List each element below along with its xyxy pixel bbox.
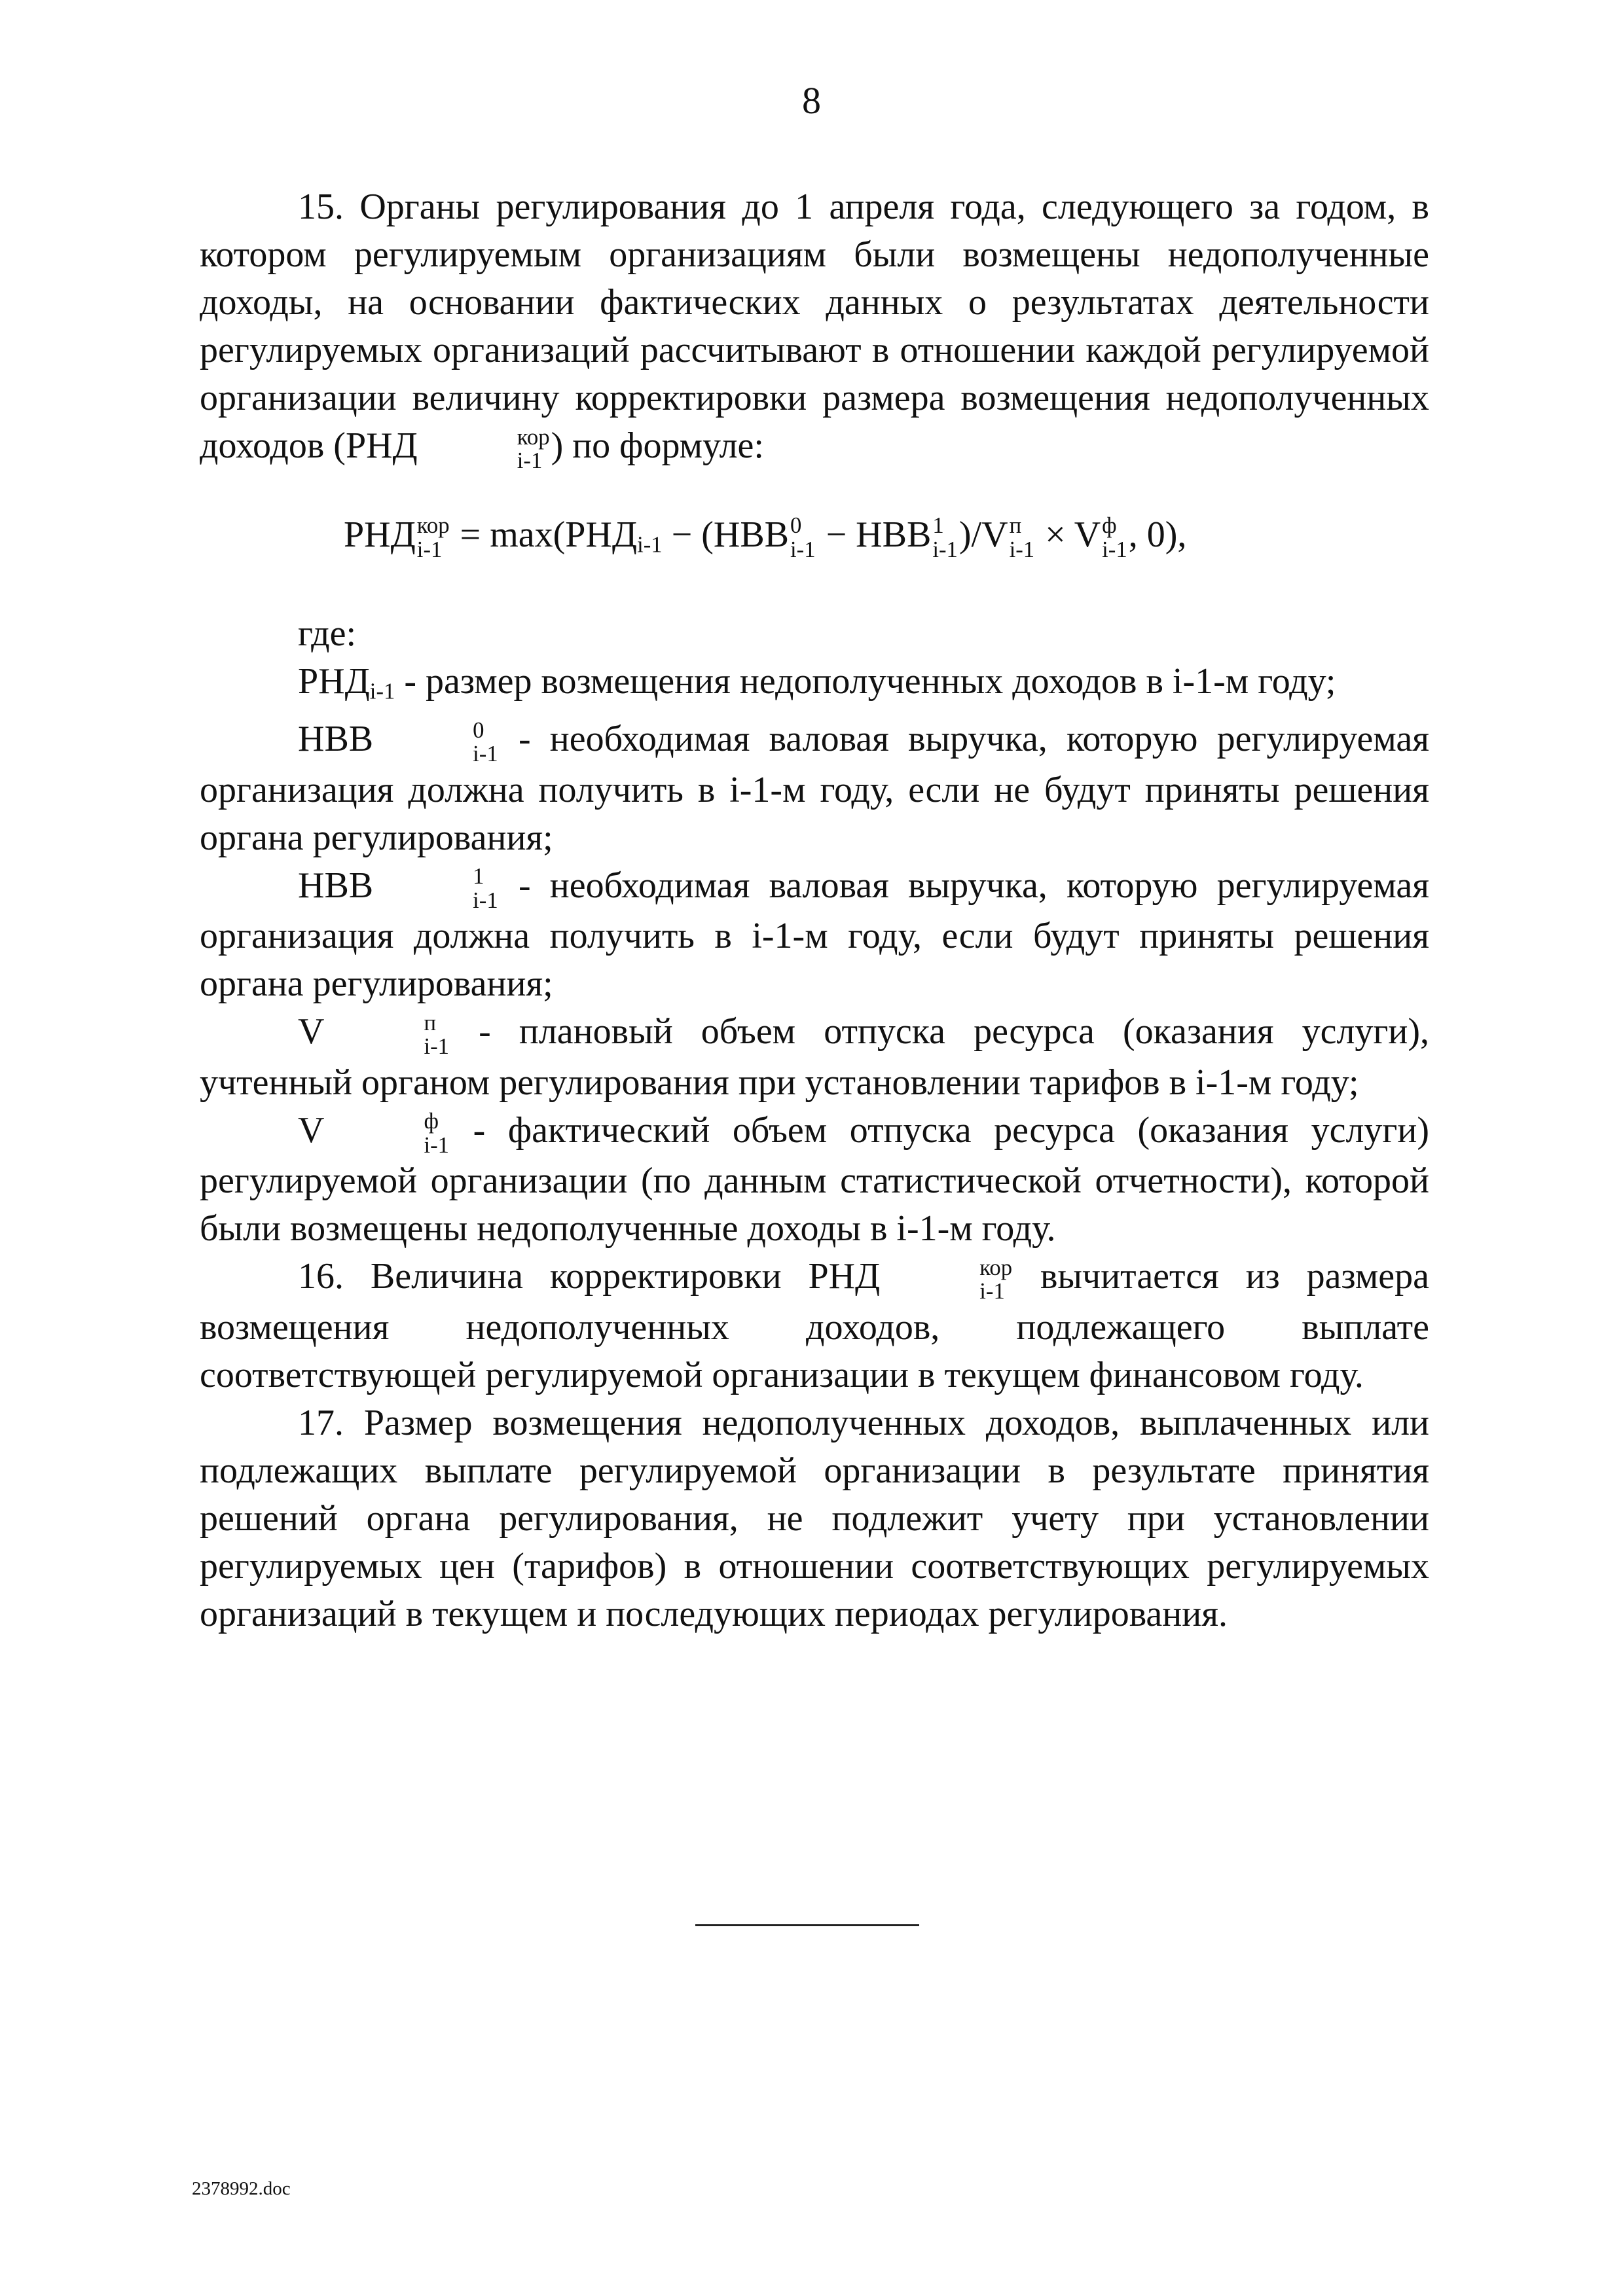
superscript: 0 [473, 717, 484, 743]
formula-term-4: × V [1036, 514, 1101, 555]
definition-text: - необходимая валовая выручка, которую регулируемая организация должна получить в i-1-м году, если будут приняты решения органа регулирования; [200, 865, 1429, 1005]
definition-index [374, 719, 498, 766]
subscript: i-1 [473, 887, 498, 913]
definition-subscript: i-1 [369, 678, 395, 704]
formula-term-2: − НВВ [816, 514, 932, 555]
paragraph-16-end: вычитается из размера возмещения недополученных доходов, подлежащего выплате соответствующей регулируемой организации в текущем финансовом году. [200, 1256, 1429, 1395]
document-body [200, 183, 1429, 1638]
subscript: i-1 [790, 536, 816, 562]
superscript: 1 [473, 863, 484, 889]
definition-symbol: НВВ [298, 865, 374, 906]
definition-text: - фактический объем отпуска ресурса (оказания услуги) регулируемой организации (по данным статистической отчетности), которой были возмещены недополученные доходы в i-1-м году. [200, 1109, 1429, 1249]
paragraph-15 [200, 183, 1429, 473]
where-label: где: [298, 613, 357, 655]
paragraph-16-start: 16. Величина корректировки [298, 1256, 809, 1297]
formula-term-3: )/V [958, 514, 1008, 555]
definition-text: - размер возмещения недополученных доходов в i-1-м году; [395, 661, 1336, 702]
definition-symbol: РНД [298, 661, 370, 702]
paragraph-16 [200, 1253, 1429, 1399]
superscript: 0 [790, 512, 802, 539]
superscript: кор [416, 512, 450, 539]
subscript: i-1 [424, 1132, 450, 1158]
formula-vf-index [1102, 514, 1127, 562]
superscript: 1 [932, 512, 944, 539]
subscript: i-1 [416, 536, 443, 562]
definition-nvv0 [200, 715, 1429, 862]
paragraph-15-text: 15. Органы регулирования до 1 апреля года, следующего за годом, в котором регулируемым организациям были возмещены недополученные доходы, на основании фактических данных о результатах деятельности регулируемых организаций рассчитывают в отношении каждой регулируемой организации величину корректировки размера возмещения недополученных доходов ( [200, 187, 1429, 466]
separator-line [695, 1924, 919, 1926]
definition-text: - необходимая валовая выручка, которую регулируемая организация должна получить в i-1-м году, если не будут приняты решения органа регулирования; [200, 718, 1429, 858]
definition-v-fact [200, 1107, 1429, 1253]
subscript: i-1 [473, 741, 498, 767]
paragraph-15-end: ) по формуле: [551, 425, 764, 466]
subscript: i-1 [424, 1033, 450, 1060]
formula-eq: = max(РНД [450, 514, 638, 555]
definition-index [374, 865, 498, 912]
definition-text: - плановый объем отпуска ресурса (оказания услуги), учтенный органом регулирования при установлении тарифов в i-1-м году; [200, 1011, 1429, 1103]
definition-rnd [200, 658, 1429, 715]
paragraph-17: 17. Размер возмещения недополученных доходов, выплаченных или подлежащих выплате регулируемой организации в результате принятия решений органа регулирования, не подлежит учету при установлении регулируемых цен (тарифов) в отношении соответствующих регулируемых организаций в текущем и последующих периодах регулирования. [200, 1402, 1429, 1634]
definition-symbol: V [298, 1109, 325, 1151]
symbol-rnd-kor: РНД [808, 1256, 881, 1297]
superscript: ф [1102, 512, 1117, 539]
formula-nvv0-index [790, 514, 816, 562]
formula-term-5: , 0), [1128, 514, 1187, 555]
subscript: i-1 [1009, 536, 1035, 562]
formula [200, 511, 1429, 569]
definition-nvv1 [200, 862, 1429, 1009]
subscript: i-1 [979, 1278, 1005, 1304]
formula-vp-index [1010, 514, 1035, 562]
formula-lhs: РНД [344, 514, 416, 555]
formula-nvv1-index [932, 514, 958, 562]
document-filename: 2378992.doc [192, 2178, 291, 2199]
index-kor-i-1 [881, 1256, 1012, 1304]
formula-rnd-subscript: i-1 [637, 531, 663, 558]
superscript: ф [424, 1108, 439, 1134]
subscript: i-1 [517, 448, 543, 474]
subscript: i-1 [1102, 536, 1127, 562]
formula-lhs-index [417, 514, 450, 562]
definition-index [325, 1011, 449, 1059]
superscript: кор [979, 1255, 1013, 1280]
definition-index [325, 1109, 449, 1157]
superscript: п [1009, 512, 1022, 539]
formula-term-1: − (НВВ [662, 514, 790, 555]
symbol-rnd-kor: РНД [345, 425, 418, 466]
index-kor-i-1 [419, 425, 550, 473]
subscript: i-1 [932, 536, 958, 562]
superscript: п [424, 1009, 437, 1035]
definition-symbol: НВВ [298, 718, 374, 759]
page-number: 8 [802, 79, 821, 122]
definition-v-plan [200, 1008, 1429, 1107]
superscript: кор [517, 423, 550, 450]
definition-symbol: V [298, 1011, 325, 1052]
